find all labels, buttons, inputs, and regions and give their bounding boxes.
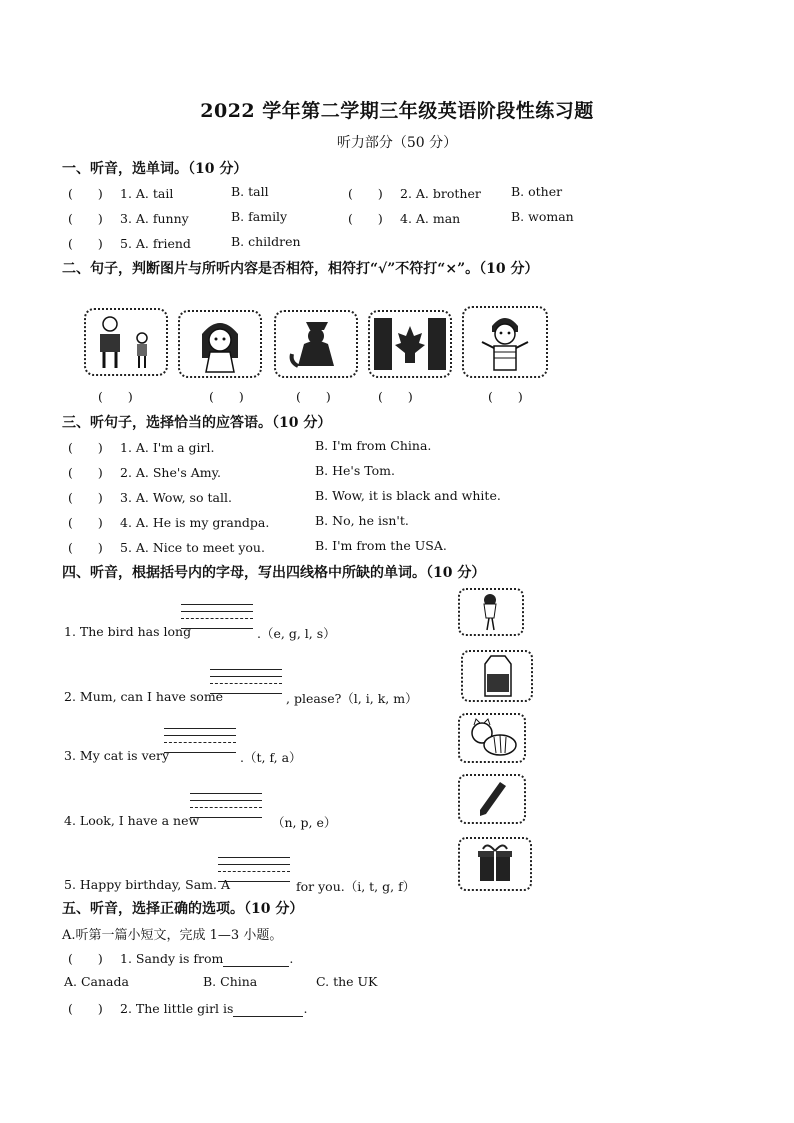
four-line-grid-3[interactable] [164, 728, 236, 756]
option-a: 2. A. She's Amy. [120, 465, 221, 480]
answer-paren[interactable]: ( ) [68, 1001, 103, 1016]
four-line-grid-5[interactable] [218, 857, 290, 885]
s5-q1-option-c[interactable]: C. the UK [316, 974, 378, 989]
answer-paren[interactable]: ( ) [68, 951, 103, 966]
picture-flag [368, 310, 452, 378]
pen-icon [460, 776, 524, 822]
animal-icon [276, 312, 356, 376]
answer-blank[interactable] [233, 1001, 303, 1017]
s1-item1-b: B. tall [231, 184, 269, 199]
s3-item1-b: B. I'm from China. [315, 438, 432, 453]
s4-item1-after: .（e, g, l, s） [257, 626, 336, 641]
question-text: 1. Sandy is from [120, 951, 224, 966]
answer-paren[interactable]: ( ) [68, 465, 103, 480]
picture5-answer[interactable]: ( ) [488, 389, 523, 404]
four-line-grid-4[interactable] [190, 793, 262, 821]
bird-icon [460, 590, 522, 634]
s3-item4-b: B. No, he isn't. [315, 513, 409, 528]
canada-flag-icon [370, 312, 450, 376]
section2-heading: 二、句子，判断图片与所听内容是否相符，相符打“√”不符打“×”。（10 分） [62, 261, 539, 277]
milk-picture [461, 650, 533, 702]
s3-item5[interactable] [68, 538, 265, 556]
picture-family [84, 308, 168, 376]
s3-item1[interactable] [68, 438, 214, 456]
page-title: 2022 学年第二学期三年级英语阶段性练习题 [200, 100, 594, 122]
family-icon [86, 310, 166, 374]
cat-picture [458, 713, 526, 763]
option-a: 1. A. tail [120, 186, 174, 201]
s5-q2[interactable] [68, 999, 307, 1017]
picture4-answer[interactable]: ( ) [378, 389, 413, 404]
answer-paren[interactable]: ( ) [68, 490, 103, 505]
s5-q1-option-a[interactable]: A. Canada [64, 974, 129, 989]
s3-item3[interactable] [68, 488, 232, 506]
s3-item3-b: B. Wow, it is black and white. [315, 488, 501, 503]
four-line-grid-2[interactable] [210, 669, 282, 697]
s3-item4[interactable] [68, 513, 269, 531]
s4-item4-after: （n, p, e） [272, 815, 337, 830]
section5-heading: 五、听音，选择正确的选项。（10 分） [62, 901, 304, 917]
picture-boy [462, 306, 548, 378]
four-line-grid-1[interactable] [181, 604, 253, 632]
s3-item2[interactable] [68, 463, 221, 481]
section5-intro: A.听第一篇小短文，完成 1—3 小题。 [62, 928, 283, 943]
gift-box-icon [460, 839, 530, 889]
s4-item3-before: 3. My cat is very [64, 748, 170, 763]
answer-paren[interactable]: ( ) [348, 186, 383, 201]
s1-item5-b: B. children [231, 234, 301, 249]
s1-item3-b: B. family [231, 209, 288, 224]
option-a: 4. A. man [400, 211, 461, 226]
answer-paren[interactable]: ( ) [68, 211, 103, 226]
boy-icon [464, 308, 546, 376]
s1-item4[interactable] [348, 209, 460, 227]
picture-animal [274, 310, 358, 378]
option-a: 1. A. I'm a girl. [120, 440, 215, 455]
s1-item5[interactable] [68, 234, 191, 252]
picture-girl [178, 310, 262, 378]
s4-item3-after: .（t, f, a） [240, 750, 302, 765]
option-a: 3. A. Wow, so tall. [120, 490, 232, 505]
option-a: 3. A. funny [120, 211, 189, 226]
s1-item2[interactable] [348, 184, 481, 202]
option-a: 2. A. brother [400, 186, 481, 201]
answer-paren[interactable]: ( ) [68, 540, 103, 555]
picture1-answer[interactable]: ( ) [98, 389, 133, 404]
s3-item2-b: B. He's Tom. [315, 463, 395, 478]
girl-icon [180, 312, 260, 376]
pen-picture [458, 774, 526, 824]
s4-item2-before: 2. Mum, can I have some [64, 689, 224, 704]
s4-item2-after: , please?（l, i, k, m） [286, 691, 418, 706]
question-text: 2. The little girl is [120, 1001, 234, 1016]
s4-item5-before: 5. Happy birthday, Sam. A [64, 877, 230, 892]
s1-item3[interactable] [68, 209, 189, 227]
s1-item2-b: B. other [511, 184, 563, 199]
bird-picture [458, 588, 524, 636]
s5-q1[interactable] [68, 949, 293, 967]
answer-paren[interactable]: ( ) [68, 186, 103, 201]
s3-item5-b: B. I'm from the USA. [315, 538, 447, 553]
s1-item1[interactable] [68, 184, 173, 202]
answer-paren[interactable]: ( ) [348, 211, 383, 226]
option-a: 4. A. He is my grandpa. [120, 515, 270, 530]
gift-picture [458, 837, 532, 891]
section3-heading: 三、听句子，选择恰当的应答语。（10 分） [62, 415, 332, 431]
picture3-answer[interactable]: ( ) [296, 389, 331, 404]
section1-heading: 一、听音，选单词。（10 分） [62, 161, 248, 177]
picture2-answer[interactable]: ( ) [209, 389, 244, 404]
s1-item4-b: B. woman [511, 209, 574, 224]
question-end: . [289, 951, 294, 966]
cat-icon [460, 715, 524, 761]
s4-item5-after: for you.（i, t, g, f） [296, 879, 416, 894]
option-a: 5. A. friend [120, 236, 191, 251]
answer-paren[interactable]: ( ) [68, 515, 103, 530]
answer-paren[interactable]: ( ) [68, 236, 103, 251]
option-a: 5. A. Nice to meet you. [120, 540, 265, 555]
page-subtitle: 听力部分（50 分） [336, 135, 458, 151]
answer-paren[interactable]: ( ) [68, 440, 103, 455]
section4-heading: 四、听音，根据括号内的字母，写出四线格中所缺的单词。（10 分） [62, 565, 486, 581]
milk-carton-icon [463, 652, 531, 700]
answer-blank[interactable] [223, 951, 289, 967]
s5-q1-option-b[interactable]: B. China [203, 974, 258, 989]
s4-item4-before: 4. Look, I have a new [64, 813, 200, 828]
question-end: . [303, 1001, 308, 1016]
s4-item1-before: 1. The bird has long [64, 624, 192, 639]
